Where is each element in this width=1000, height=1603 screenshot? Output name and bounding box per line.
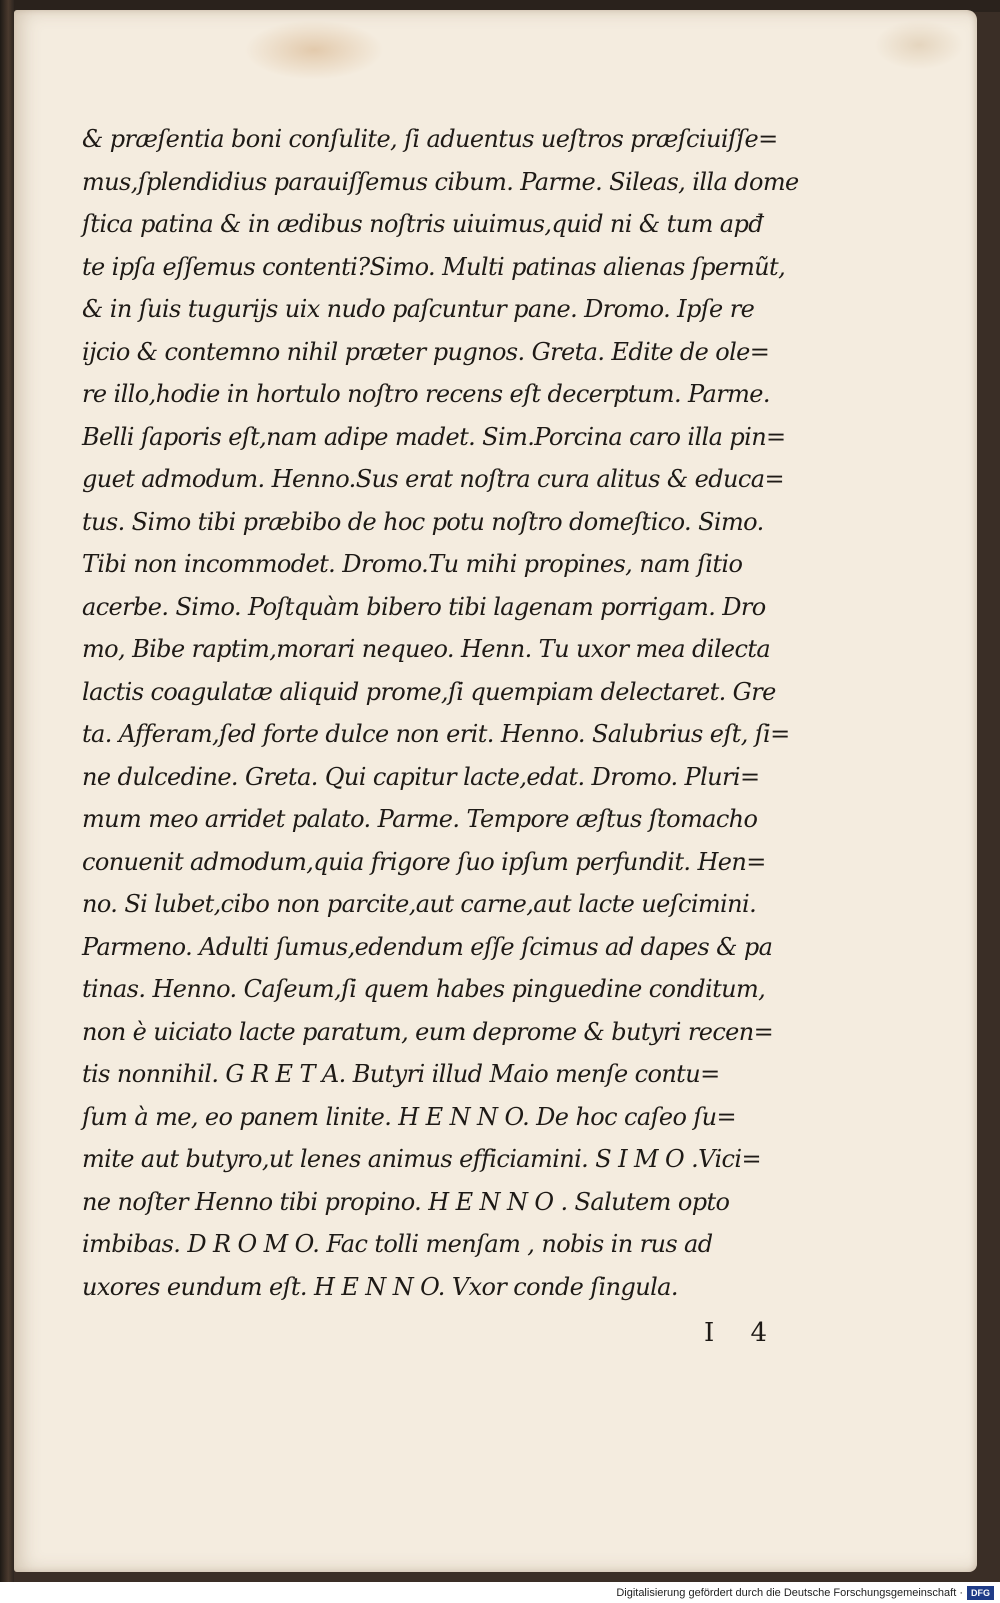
text-line: lactis coagulatæ aliquid prome,ſi quempiam delectaret. Gre (82, 677, 776, 706)
text-line: guet admodum. Henno.Sus erat noſtra cura alitus & educa= (82, 465, 784, 493)
text-line: acerbe. Simo. Poſtquàm bibero tibi lagenam porrigam. Dro (82, 592, 766, 621)
text-line: ta. Afferam,ſed forte dulce non erit. Henno. Salubrius eſt, ſi= (82, 720, 790, 748)
text-line: tis nonnihil. G R E T A. Butyri illud Maio menſe contu= (82, 1060, 720, 1088)
text-line: Tibi non incommodet. Dromo.Tu mihi propines, nam ſitio (82, 550, 743, 578)
text-line: imbibas. D R O M O. Fac tolli menſam , nobis in rus ad (82, 1230, 713, 1258)
paper-stain (874, 20, 964, 70)
page-sheet (14, 10, 977, 1572)
text-line: uxores eundum eſt. H E N N O. Vxor conde ſingula. (82, 1272, 678, 1301)
text-line: te ipſa eſſemus contenti?Simo. Multi patinas alienas ſpernũt, (82, 252, 786, 281)
text-line: ne noſter Henno tibi propino. H E N N O . Salutem opto (82, 1187, 730, 1216)
text-block (82, 118, 852, 1308)
text-line: Parmeno. Adulti ſumus,edendum eſſe ſcimus ad dapes & pa (82, 932, 773, 961)
text-line: ne dulcedine. Greta. Qui capitur lacte,edat. Dromo. Pluri= (82, 762, 760, 791)
text-line: tinas. Henno. Caſeum,ſi quem habes pinguedine conditum, (82, 975, 766, 1003)
text-line: ſtica patina & in ædibus noſtris uiuimus,quid ni & tum apđ (82, 210, 764, 238)
text-line: mo, Bibe raptim,morari nequeo. Henn. Tu uxor mea dilecta (82, 635, 771, 663)
book-spine-edge (0, 0, 14, 1582)
text-line: ijcio & contemno nihil præter pugnos. Greta. Edite de ole= (82, 337, 770, 366)
text-line: tus. Simo tibi præbibo de hoc potu noſtro domeſtico. Simo. (82, 507, 764, 536)
text-line: mite aut butyro,ut lenes animus efficiamini. S I M O .Vici= (82, 1145, 761, 1173)
text-line: re illo,hodie in hortulo noſtro recens eſt decerptum. Parme. (82, 380, 770, 408)
text-line: non è uiciato lacte paratum, eum deprome & butyri recen= (82, 1017, 774, 1046)
text-line: mum meo arridet palato. Parme. Tempore æſtus ſtomacho (82, 805, 758, 833)
text-line: & in ſuis tugurijs uix nudo paſcuntur pane. Dromo. Ipſe re (82, 295, 755, 323)
text-line: Belli ſaporis eſt,nam adipe madet. Sim.Porcina caro illa pin= (82, 422, 786, 451)
text-line: ſum à me, eo panem linite. H E N N O. De hoc caſeo ſu= (82, 1102, 736, 1131)
digitization-footer (0, 1582, 1000, 1603)
paper-stain (244, 20, 384, 80)
text-line: mus,ſplendidius parauiſſemus cibum. Parme. Sileas, illa dome (82, 167, 799, 196)
dfg-logo-badge: DFG (967, 1586, 994, 1600)
text-line: conuenit admodum,quia frigore ſuo ipſum perfundit. Hen= (82, 847, 766, 876)
text-line: & præſentia boni conſulite, ſi aduentus ueſtros præſciuiſſe= (82, 125, 778, 153)
text-line: no. Si lubet,cibo non parcite,aut carne,aut lacte ueſcimini. (82, 890, 757, 918)
signature-mark: I 4 (704, 1318, 782, 1348)
funding-credit: Digitalisierung gefördert durch die Deutsche Forschungsgemeinschaft · (616, 1586, 963, 1599)
